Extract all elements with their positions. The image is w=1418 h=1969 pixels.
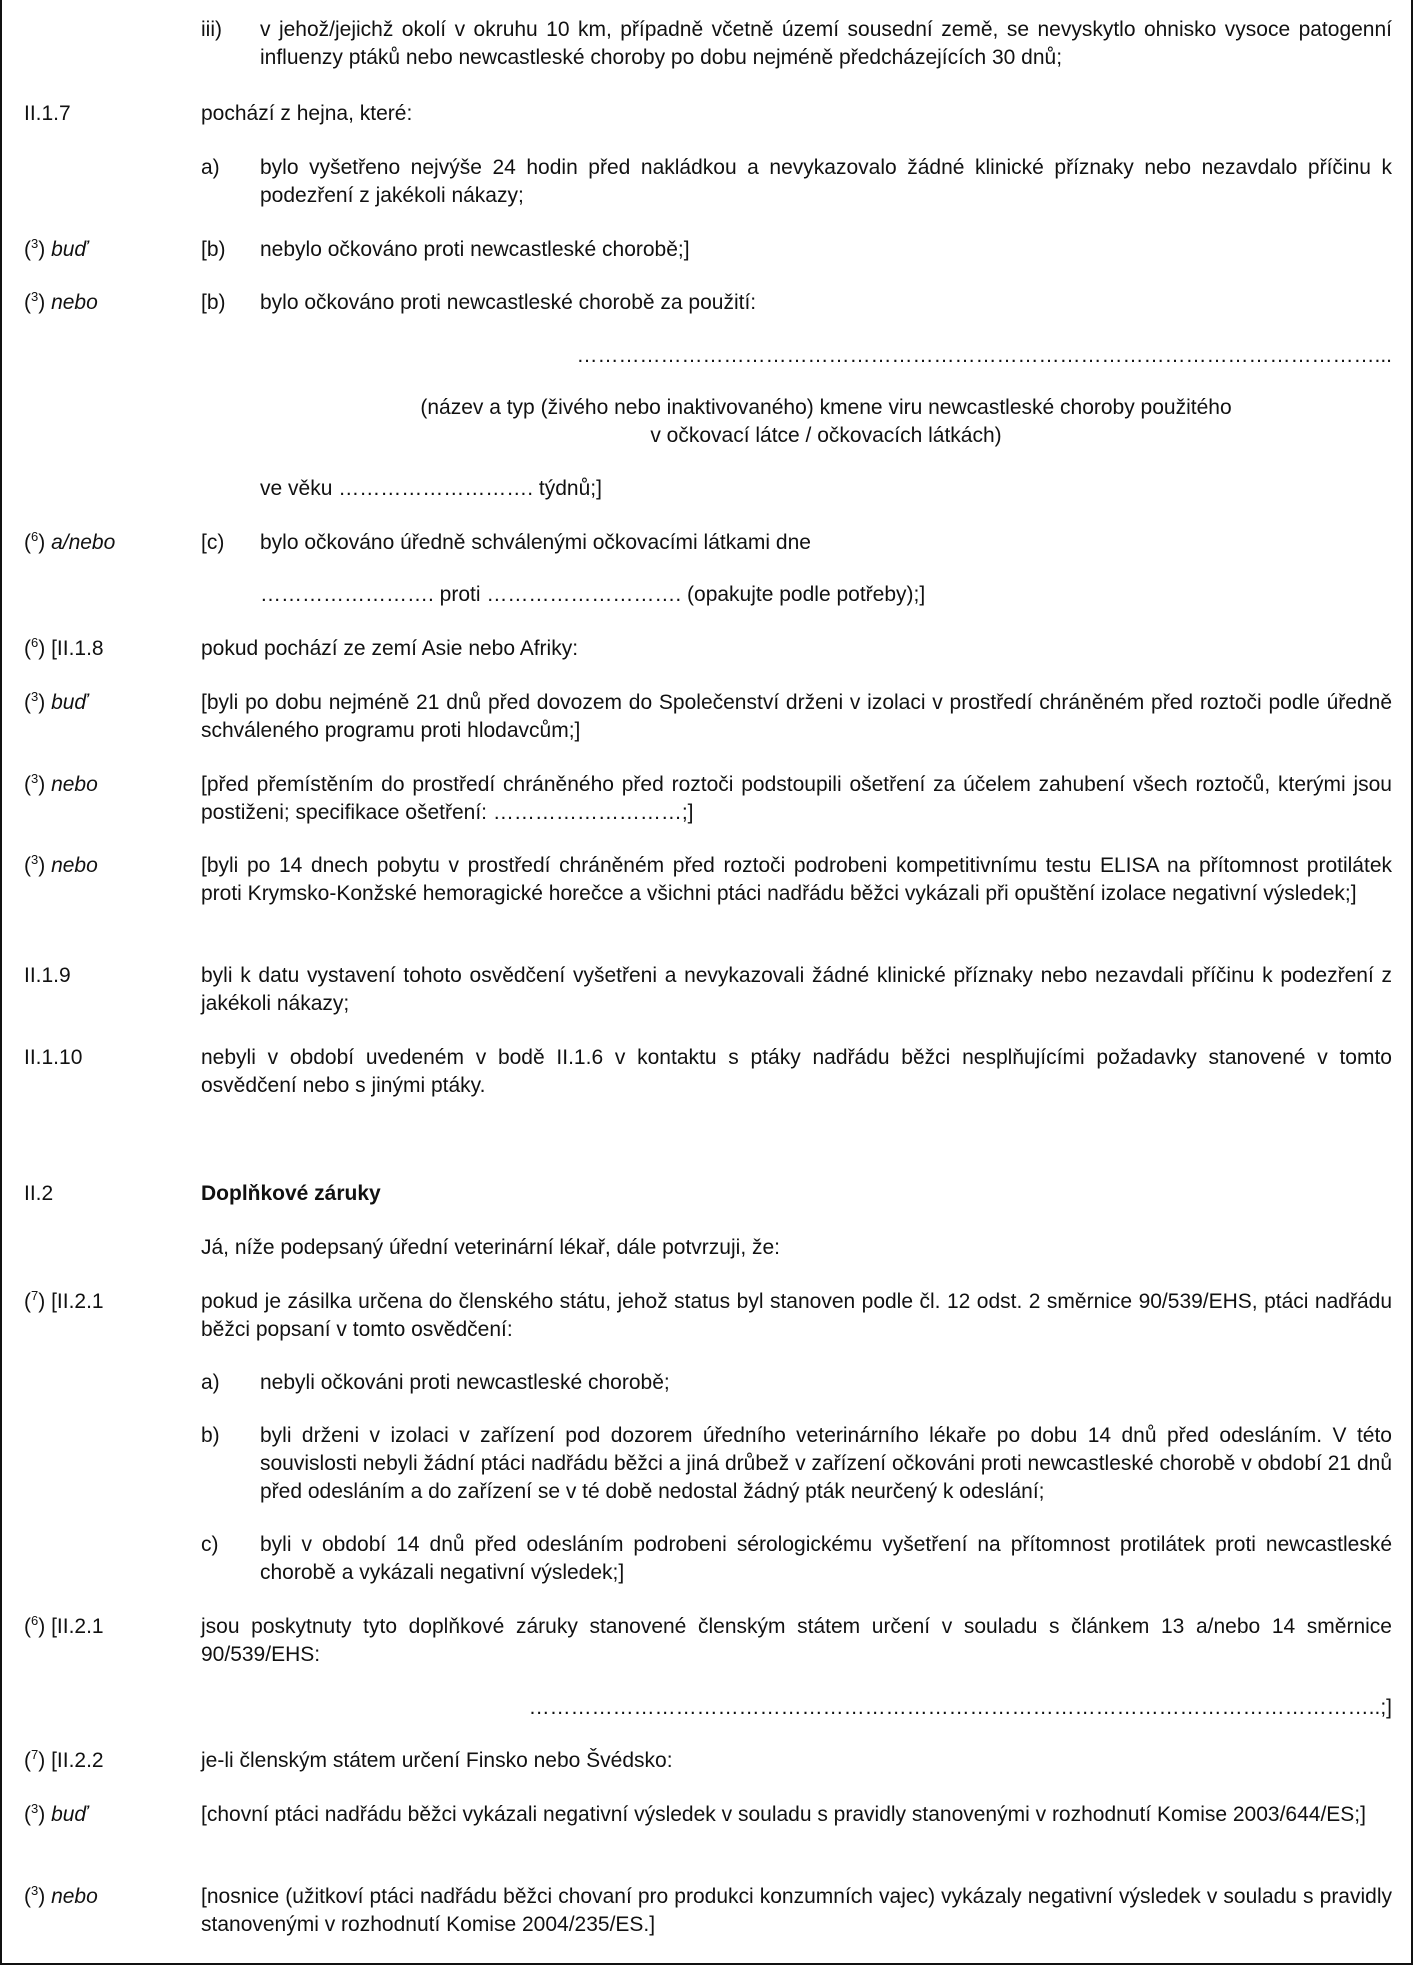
footnote-ref: 3 <box>31 852 39 867</box>
section-number: ($^6$) [II.2.1 <box>24 1613 104 1638</box>
footnote-ref: 3 <box>31 1801 39 1816</box>
dotted-fill-line: …………………………………………………………………………………………………………..;] <box>528 1696 1392 1719</box>
footnote-option: ($^3$) nebo <box>24 771 98 796</box>
strain-caption-line2: v očkovací látce / očkovacích látkách) <box>650 424 1002 447</box>
item-b-label: b) <box>201 1424 220 1447</box>
footnote-ref: 7 <box>31 1288 39 1303</box>
option-word: nebo <box>51 854 98 877</box>
section-text: jsou poskytnuty tyto doplňkové záruky stanovené členským státem určení v souladu s článkem 13 a/nebo 14 směrnice 90/539/EHS: <box>201 1615 1392 1666</box>
section-text: pochází z hejna, které: <box>201 102 413 125</box>
option-word: a/nebo <box>51 531 116 554</box>
option-word: nebo <box>51 773 98 796</box>
option-word: buď <box>51 691 88 714</box>
option-text: [byli po dobu nejméně 21 dnů před dovozem do Společenství drženi v izolaci v prostředí chráněném před roztoči podle úředně schváleného programu proti hlodavcům;] <box>201 691 1392 742</box>
item-b-label: [b) <box>201 291 226 314</box>
item-b-label: [b) <box>201 238 226 261</box>
footnote-option: ($^3$) nebo <box>24 289 98 314</box>
item-c-label: c) <box>201 1533 219 1556</box>
section-number-text: [II.2.2 <box>51 1749 104 1772</box>
section-number: ($^7$) [II.2.1 <box>24 1288 104 1313</box>
item-c-text: byli v období 14 dnů před odesláním podrobeni sérologickému vyšetření na přítomnost protilátek proti newcastleské chorobě a vykázali negativní výsledek;] <box>260 1533 1392 1584</box>
option-word: buď <box>51 1803 88 1826</box>
item-a-label: a) <box>201 1371 220 1394</box>
footnote-option: ($^6$) a/nebo <box>24 529 116 554</box>
item-c-text: bylo očkováno úředně schválenými očkovacími látkami dne <box>260 531 811 554</box>
footnote-option: ($^3$) buď <box>24 1801 88 1826</box>
item-a-text: bylo vyšetřeno nejvýše 24 hodin před nakládkou a nevykazovalo žádné klinické příznaky nebo nezavdalo příčinu k podezření z jakékoli nákazy; <box>260 156 1392 207</box>
section-text: pokud je zásilka určena do členského státu, jehož status byl stanoven podle čl. 12 odst. 2 směrnice 90/539/EHS, ptáci nadřádu běžci popsaní v tomto osvědčení: <box>201 1290 1392 1341</box>
section-number: II.1.9 <box>24 964 71 987</box>
footnote-ref: 3 <box>31 771 39 786</box>
footnote-ref: 3 <box>31 236 39 251</box>
footnote-ref: 3 <box>31 689 39 704</box>
footnote-option: ($^3$) nebo <box>24 852 98 877</box>
footnote-ref: 7 <box>31 1747 39 1762</box>
item-a-label: a) <box>201 156 220 179</box>
section-text: nebyli v období uvedeném v bodě II.1.6 v kontaktu s ptáky nadřádu běžci nesplňujícími požadavky stanovené v tomto osvědčení nebo s jinými ptáky. <box>201 1046 1392 1097</box>
dotted-fill-line: ……………………………………………………………………………………………………... <box>576 344 1392 367</box>
item-b-text: bylo očkováno proti newcastleské chorobě za použití: <box>260 291 757 314</box>
section-number: ($^6$) [II.1.8 <box>24 635 104 660</box>
option-text: [před přemístěním do prostředí chráněného před roztoči podstoupili ošetření za účelem zahubení všech roztočů, kterými jsou postiženi; specifikace ošetření: ………………………;] <box>201 773 1392 824</box>
section-text: pokud pochází ze zemí Asie nebo Afriky: <box>201 637 579 660</box>
section-number-text: [II.2.1 <box>51 1290 104 1313</box>
section-number: II.2 <box>24 1182 54 1205</box>
footnote-ref: 6 <box>31 529 39 544</box>
option-text: [chovní ptáci nadřádu běžci vykázali negativní výsledek v souladu s pravidly stanovenými v rozhodnutí Komise 2003/644/ES;] <box>201 1803 1366 1826</box>
footnote-ref: 6 <box>31 1613 39 1628</box>
footnote-option: ($^3$) buď <box>24 689 88 714</box>
footnote-ref: 3 <box>31 1883 39 1898</box>
attestation-intro: Já, níže podepsaný úřední veterinární lékař, dále potvrzuji, že: <box>201 1236 780 1259</box>
item-b-text: nebylo očkováno proti newcastleské chorobě;] <box>260 238 690 261</box>
item-b-text: byli drženi v izolaci v zařízení pod dozorem úředního veterinárního lékaře po dobu 14 dnů před odesláním. V této souvislosti nebyli žádní ptáci nadřádu běžci a jiná drůbež v zařízení očkováni proti newcastleské chorobě v období 21 dnů před odesláním a do zařízení se v té době nedostal žádný pták neurčený k odeslání; <box>260 1424 1392 1503</box>
item-c-label: [c) <box>201 531 225 554</box>
footnote-ref: 3 <box>31 289 39 304</box>
footnote-option: ($^3$) nebo <box>24 1883 98 1908</box>
option-text: [byli po 14 dnech pobytu v prostředí chráněném před roztoči podrobeni kompetitivnímu testu ELISA na přítomnost protilátek proti Krymsko-Konžské hemoragické horečce a všichni ptáci nadřádu běžci vykázali při opuštění izolace negativní výsledek;] <box>201 854 1392 905</box>
item-iii-label: iii) <box>201 18 222 41</box>
section-number: II.1.10 <box>24 1046 83 1069</box>
section-number: II.1.7 <box>24 102 71 125</box>
section-title: Doplňkové záruky <box>201 1182 381 1205</box>
option-word: nebo <box>51 1885 98 1908</box>
item-a-text: nebyli očkováni proti newcastleské chorobě; <box>260 1371 670 1394</box>
section-number: ($^7$) [II.2.2 <box>24 1747 104 1772</box>
section-text: je-li členským státem určení Finsko nebo Švédsko: <box>201 1749 673 1772</box>
section-number-text: [II.2.1 <box>51 1615 104 1638</box>
section-text: byli k datu vystavení tohoto osvědčení vyšetřeni a nevykazovali žádné klinické příznaky nebo nezavdali příčinu k podezření z jakékoli nákazy; <box>201 964 1392 1015</box>
footnote-ref: 6 <box>31 635 39 650</box>
item-iii-text: v jehož/jejichž okolí v okruhu 10 km, případně včetně území sousední země, se nevyskytlo ohnisko vysoce patogenní influenzy ptáků nebo newcastleské choroby po dobu nejméně předcházejících 30 dnů; <box>260 18 1392 69</box>
option-word: buď <box>51 238 88 261</box>
strain-caption-line1: (název a typ (živého nebo inaktivovaného) kmene viru newcastleské choroby použitého <box>420 396 1232 419</box>
section-number-text: [II.1.8 <box>51 637 104 660</box>
option-text: [nosnice (užitkoví ptáci nadřádu běžci chovaní pro produkci konzumních vajec) vykázaly negativní výsledek v souladu s pravidly stanovenými v rozhodnutí Komise 2004/235/ES.] <box>201 1885 1392 1936</box>
item-c-fill-line: ……………………. proti ………………………. (opakujte podle potřeby);] <box>260 583 926 606</box>
footnote-option: ($^3$) buď <box>24 236 88 261</box>
age-line: ve věku ………………………. týdnů;] <box>260 477 602 500</box>
option-word: nebo <box>51 291 98 314</box>
